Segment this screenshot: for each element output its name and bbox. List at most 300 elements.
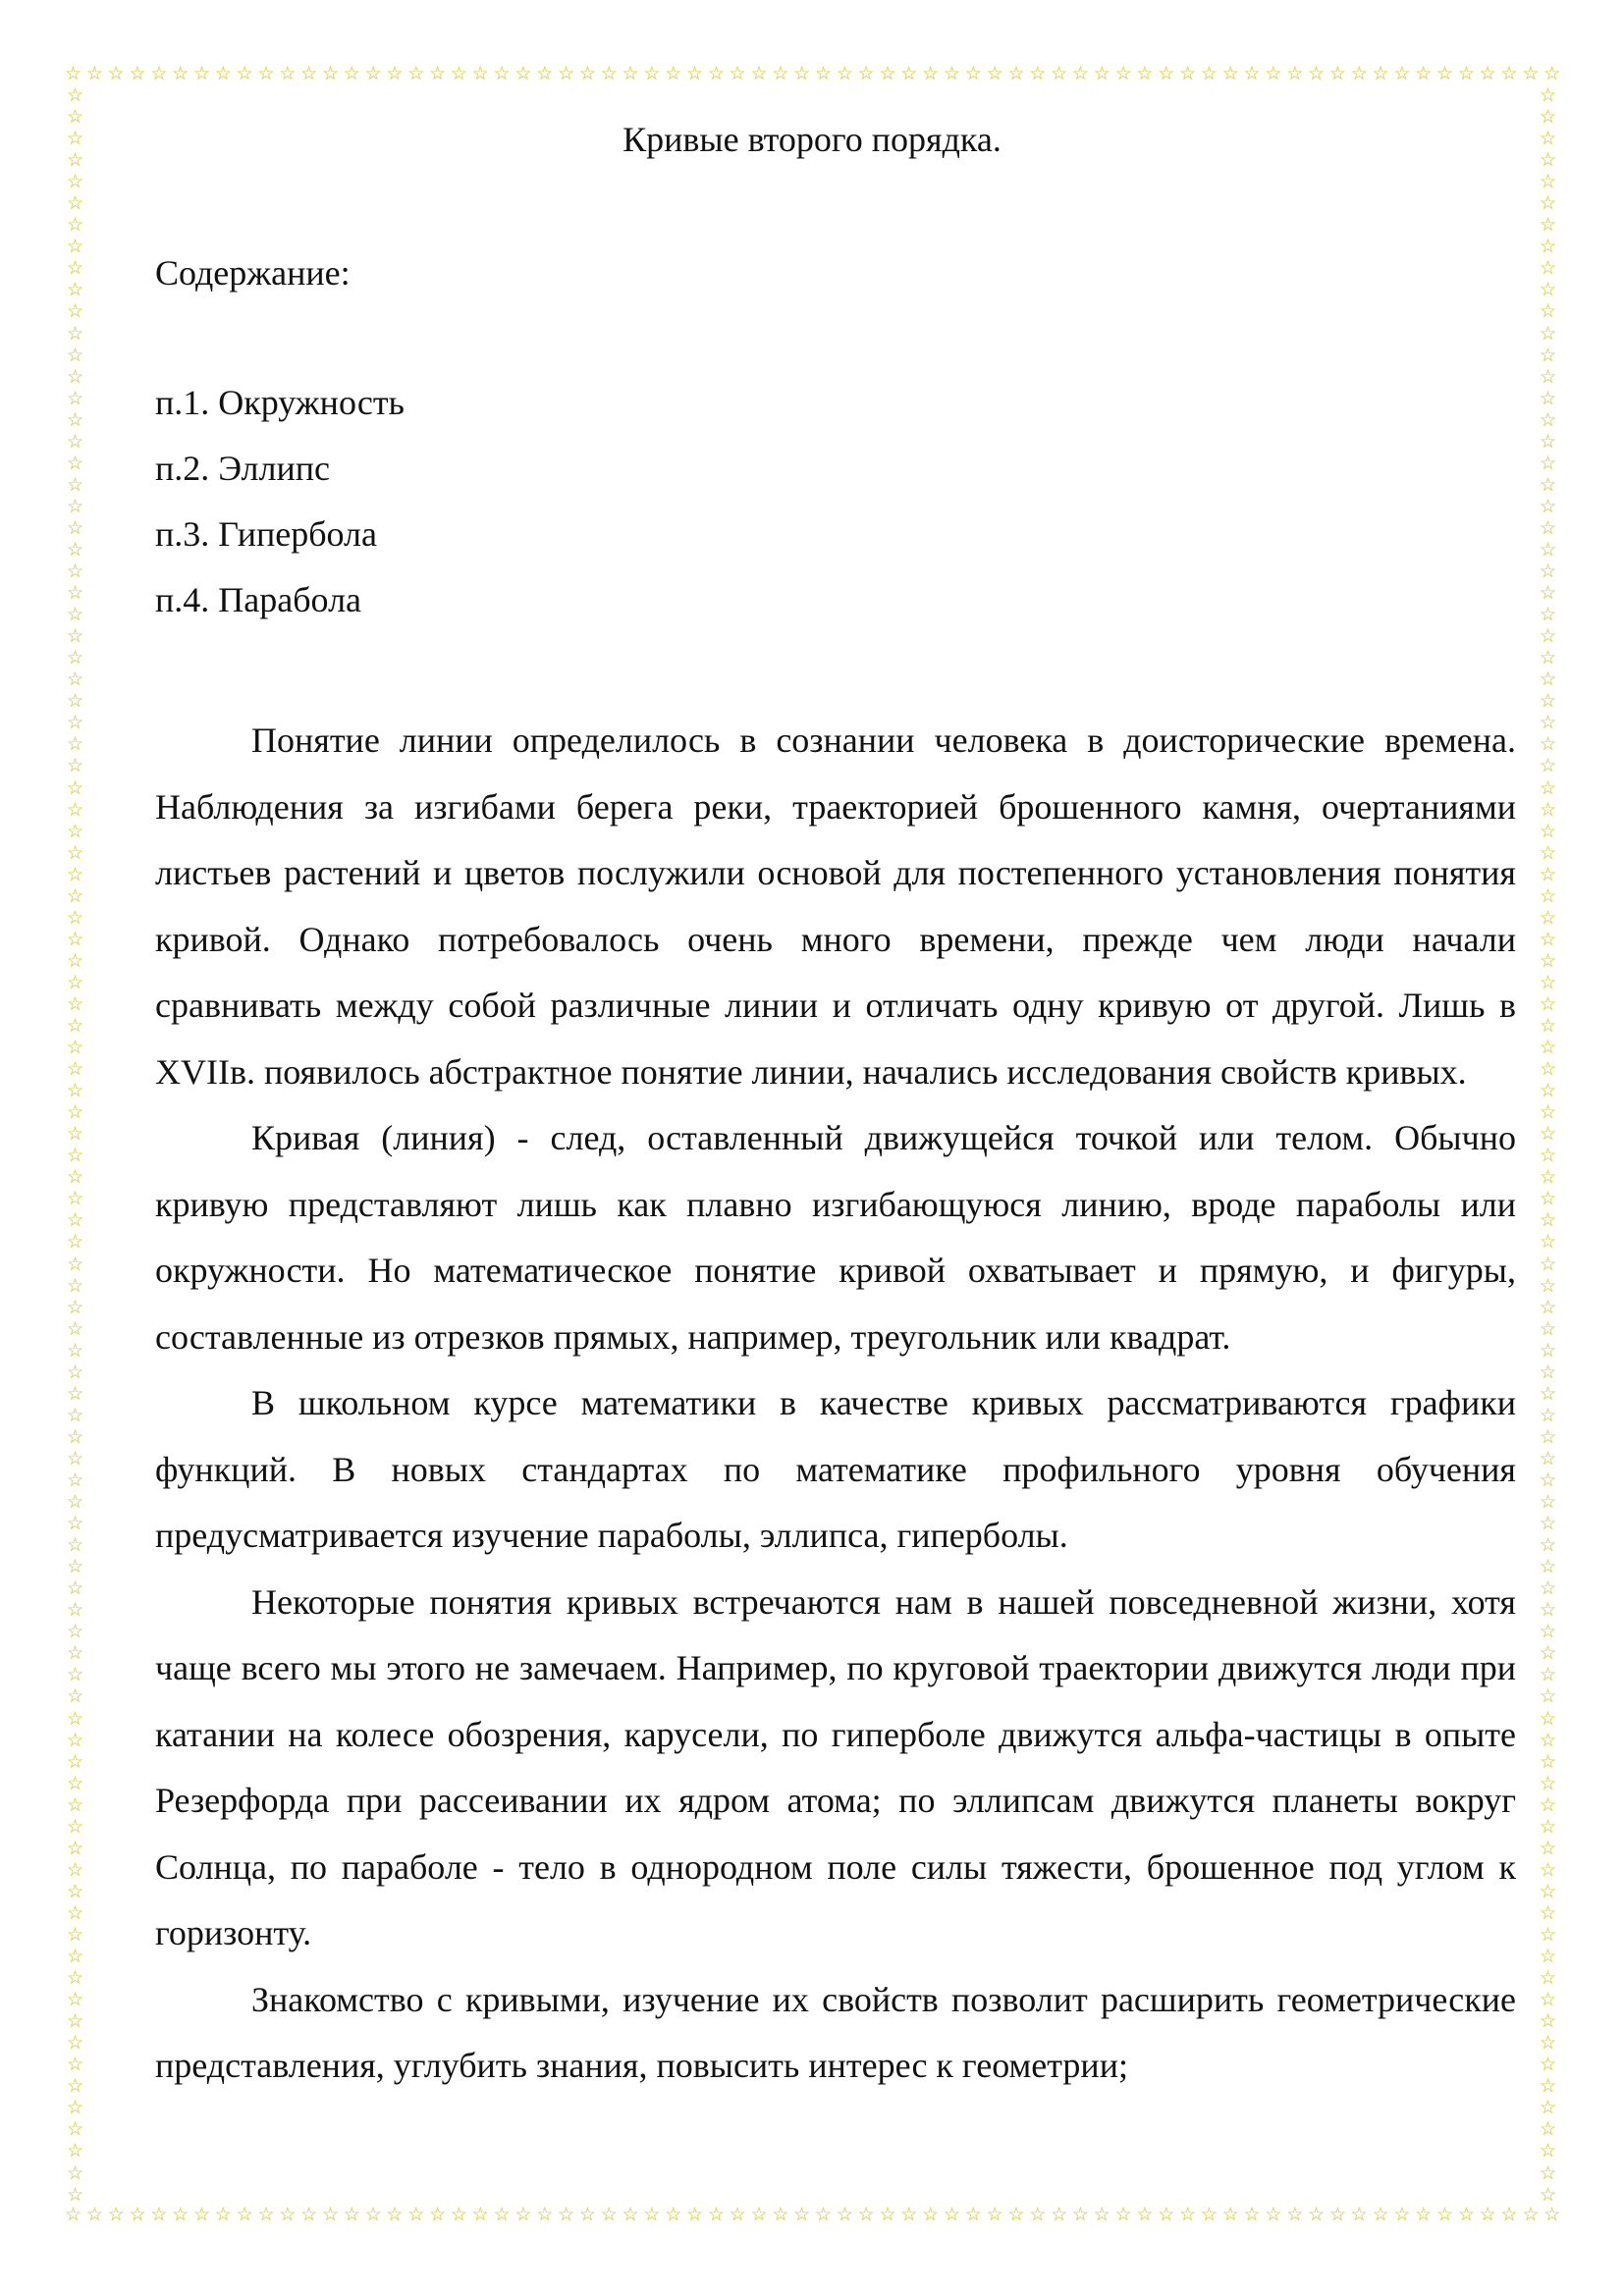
star-icon: ☆ [67, 1989, 84, 2011]
star-icon: ☆ [1540, 1729, 1557, 1751]
star-icon: ☆ [67, 1058, 84, 1081]
star-icon: ☆ [1540, 408, 1557, 431]
star-icon: ☆ [67, 2183, 84, 2206]
star-icon: ☆ [1540, 1664, 1557, 1686]
star-icon: ☆ [450, 2204, 467, 2225]
star-icon: ☆ [67, 84, 84, 106]
star-icon: ☆ [1522, 2204, 1540, 2225]
star-icon: ☆ [1540, 668, 1557, 691]
document-body [155, 708, 1516, 2100]
star-icon: ☆ [1540, 1967, 1557, 1990]
star-icon: ☆ [729, 2204, 746, 2225]
star-icon: ☆ [1540, 928, 1557, 950]
star-icon: ☆ [964, 2204, 982, 2225]
star-icon: ☆ [1243, 2204, 1261, 2225]
star-icon: ☆ [1540, 2075, 1557, 2098]
star-icon: ☆ [558, 63, 575, 84]
star-icon: ☆ [67, 949, 84, 972]
star-icon: ☆ [1540, 257, 1557, 280]
star-icon: ☆ [67, 365, 84, 388]
star-icon: ☆ [1540, 1469, 1557, 1491]
star-icon: ☆ [236, 63, 253, 84]
star-icon: ☆ [1200, 2204, 1218, 2225]
star-icon: ☆ [1540, 1145, 1557, 1167]
star-icon: ☆ [67, 2162, 84, 2184]
star-icon: ☆ [67, 1296, 84, 1318]
star-icon: ☆ [879, 63, 896, 84]
star-icon: ☆ [1522, 63, 1540, 84]
star-icon: ☆ [67, 1946, 84, 1968]
star-icon: ☆ [558, 2204, 575, 2225]
star-icon: ☆ [1457, 63, 1475, 84]
star-icon: ☆ [429, 2204, 447, 2225]
star-icon: ☆ [1540, 690, 1557, 713]
star-icon: ☆ [67, 1858, 84, 1881]
star-icon: ☆ [1540, 1101, 1557, 1124]
star-icon: ☆ [1540, 1188, 1557, 1210]
star-icon: ☆ [1500, 63, 1518, 84]
star-icon: ☆ [1540, 625, 1557, 648]
star-icon: ☆ [1114, 63, 1132, 84]
star-icon: ☆ [67, 2075, 84, 2098]
star-icon: ☆ [1415, 63, 1433, 84]
star-icon: ☆ [67, 1425, 84, 1448]
star-icon: ☆ [622, 2204, 639, 2225]
star-icon: ☆ [67, 1793, 84, 1816]
star-icon: ☆ [857, 63, 875, 84]
star-icon: ☆ [214, 2204, 232, 2225]
star-icon: ☆ [1029, 63, 1047, 84]
star-icon: ☆ [257, 2204, 275, 2225]
star-icon: ☆ [321, 63, 339, 84]
star-icon: ☆ [1540, 1685, 1557, 1708]
star-icon: ☆ [67, 1901, 84, 1924]
star-icon: ☆ [67, 1209, 84, 1232]
star-icon: ☆ [67, 2032, 84, 2055]
star-icon: ☆ [67, 1166, 84, 1189]
star-icon: ☆ [514, 2204, 532, 2225]
star-icon: ☆ [67, 300, 84, 323]
star-icon: ☆ [67, 1101, 84, 1124]
star-icon: ☆ [364, 63, 382, 84]
star-icon: ☆ [1540, 2032, 1557, 2055]
star-icon: ☆ [1308, 63, 1326, 84]
star-icon: ☆ [67, 1577, 84, 1600]
star-icon: ☆ [1540, 128, 1557, 150]
star-icon: ☆ [67, 1707, 84, 1730]
star-icon: ☆ [600, 2204, 618, 2225]
star-icon: ☆ [1540, 604, 1557, 626]
star-icon: ☆ [67, 473, 84, 496]
star-icon: ☆ [1540, 712, 1557, 734]
star-icon: ☆ [67, 992, 84, 1015]
star-icon: ☆ [1540, 906, 1557, 929]
star-icon: ☆ [172, 2204, 189, 2225]
star-icon: ☆ [67, 149, 84, 172]
star-icon: ☆ [1328, 63, 1346, 84]
star-icon: ☆ [300, 2204, 318, 2225]
star-icon: ☆ [1540, 2162, 1557, 2184]
star-icon: ☆ [578, 2204, 596, 2225]
border-bottom-stars [65, 2206, 1561, 2225]
toc-item: п.4. Парабола [155, 580, 362, 619]
star-icon: ☆ [343, 63, 360, 84]
border-right-stars [1540, 86, 1559, 2205]
star-icon: ☆ [1540, 236, 1557, 258]
star-icon: ☆ [943, 63, 960, 84]
star-icon: ☆ [67, 1274, 84, 1297]
star-icon: ☆ [1540, 1750, 1557, 1773]
star-icon: ☆ [67, 1534, 84, 1557]
star-icon: ☆ [67, 884, 84, 907]
star-icon: ☆ [1350, 2204, 1368, 2225]
star-icon: ☆ [1286, 63, 1304, 84]
star-icon: ☆ [536, 63, 554, 84]
star-icon: ☆ [67, 1123, 84, 1146]
star-icon: ☆ [1540, 1491, 1557, 1514]
star-icon: ☆ [1007, 2204, 1025, 2225]
star-icon: ☆ [1540, 884, 1557, 907]
star-icon: ☆ [386, 63, 404, 84]
paragraph: Знакомство с кривыми, изучение их свойств позволит расширить геометрические представления, углубить знания, повысить интерес к геометрии; [155, 1979, 1516, 2085]
star-icon: ☆ [67, 928, 84, 950]
star-icon: ☆ [1265, 63, 1282, 84]
star-icon: ☆ [1540, 1513, 1557, 1535]
border-left-stars [67, 86, 86, 2205]
star-icon: ☆ [1540, 582, 1557, 605]
star-icon: ☆ [279, 63, 297, 84]
star-icon: ☆ [67, 430, 84, 453]
star-icon: ☆ [1540, 495, 1557, 517]
star-icon: ☆ [67, 561, 84, 583]
star-icon: ☆ [67, 971, 84, 993]
star-icon: ☆ [643, 2204, 661, 2225]
star-icon: ☆ [1540, 992, 1557, 1015]
star-icon: ☆ [986, 63, 1003, 84]
star-icon: ☆ [1179, 63, 1197, 84]
star-icon: ☆ [67, 344, 84, 366]
star-icon: ☆ [150, 63, 168, 84]
star-icon: ☆ [1051, 63, 1068, 84]
star-icon: ☆ [836, 2204, 853, 2225]
star-icon: ☆ [1540, 1837, 1557, 1859]
star-icon: ☆ [67, 1231, 84, 1254]
star-icon: ☆ [1540, 1989, 1557, 2011]
star-icon: ☆ [1457, 2204, 1475, 2225]
star-icon: ☆ [836, 63, 853, 84]
star-icon: ☆ [67, 1513, 84, 1535]
star-icon: ☆ [67, 1729, 84, 1751]
star-icon: ☆ [1540, 2183, 1557, 2206]
star-icon: ☆ [67, 106, 84, 129]
star-icon: ☆ [67, 1037, 84, 1059]
star-icon: ☆ [67, 171, 84, 193]
star-icon: ☆ [1540, 1621, 1557, 1643]
star-icon: ☆ [1540, 863, 1557, 885]
star-icon: ☆ [1540, 1772, 1557, 1794]
star-icon: ☆ [1540, 1015, 1557, 1038]
star-icon: ☆ [67, 1642, 84, 1665]
star-icon: ☆ [67, 2097, 84, 2119]
star-icon: ☆ [686, 63, 704, 84]
star-icon: ☆ [1540, 1642, 1557, 1665]
star-icon: ☆ [1540, 1166, 1557, 1189]
star-icon: ☆ [707, 63, 725, 84]
star-icon: ☆ [1540, 733, 1557, 756]
star-icon: ☆ [1540, 1339, 1557, 1362]
star-icon: ☆ [922, 63, 940, 84]
star-icon: ☆ [67, 452, 84, 474]
star-icon: ☆ [343, 2204, 360, 2225]
star-icon: ☆ [67, 516, 84, 539]
star-icon: ☆ [1540, 820, 1557, 842]
star-icon: ☆ [1093, 2204, 1110, 2225]
star-icon: ☆ [300, 63, 318, 84]
star-icon: ☆ [1540, 1534, 1557, 1557]
star-icon: ☆ [1540, 1253, 1557, 1275]
star-icon: ☆ [129, 2204, 146, 2225]
star-icon: ☆ [1540, 1058, 1557, 1081]
star-icon: ☆ [67, 2140, 84, 2163]
star-icon: ☆ [814, 2204, 833, 2225]
star-icon: ☆ [750, 2204, 768, 2225]
star-icon: ☆ [1540, 1946, 1557, 1968]
star-icon: ☆ [1540, 1707, 1557, 1730]
star-icon: ☆ [67, 1382, 84, 1405]
star-icon: ☆ [67, 1621, 84, 1643]
star-icon: ☆ [600, 63, 618, 84]
star-icon: ☆ [1540, 1404, 1557, 1426]
paragraph: Понятие линии определилось в сознании человека в доисторические времена. Наблюдения за изгибами берега реки, траекторией брошенного камня, очертаниями листьев растений и цветов послужили основой для постепенного установления понятия кривой. Однако потребовалось очень много времени, прежде чем люди начали сравнивать между собой различные линии и отличать одну кривую от другой. Лишь в XVIIв. появилось абстрактное понятие линии, начались исследования свойств кривых. [155, 721, 1516, 1092]
star-icon: ☆ [67, 128, 84, 150]
star-icon: ☆ [493, 2204, 511, 2225]
star-icon: ☆ [493, 63, 511, 84]
star-icon: ☆ [279, 2204, 297, 2225]
star-icon: ☆ [1540, 1880, 1557, 1902]
star-icon: ☆ [67, 1188, 84, 1210]
star-icon: ☆ [67, 1015, 84, 1038]
star-icon: ☆ [1415, 2204, 1433, 2225]
star-icon: ☆ [67, 863, 84, 885]
star-icon: ☆ [1479, 63, 1496, 84]
star-icon: ☆ [236, 2204, 253, 2225]
star-icon: ☆ [1393, 63, 1411, 84]
star-icon: ☆ [1007, 63, 1025, 84]
star-icon: ☆ [1540, 1296, 1557, 1318]
star-icon: ☆ [67, 1815, 84, 1838]
star-icon: ☆ [150, 2204, 168, 2225]
star-icon: ☆ [364, 2204, 382, 2225]
star-icon: ☆ [1540, 755, 1557, 777]
star-icon: ☆ [900, 63, 918, 84]
star-icon: ☆ [536, 2204, 554, 2225]
toc-item: п.2. Эллипс [155, 449, 330, 488]
star-icon: ☆ [1286, 2204, 1304, 2225]
star-icon: ☆ [67, 1339, 84, 1362]
star-icon: ☆ [67, 1923, 84, 1946]
star-icon: ☆ [407, 2204, 425, 2225]
star-icon: ☆ [1540, 841, 1557, 864]
star-icon: ☆ [1540, 300, 1557, 323]
star-icon: ☆ [65, 63, 82, 84]
star-icon: ☆ [1540, 1447, 1557, 1469]
star-icon: ☆ [1540, 192, 1557, 215]
star-icon: ☆ [1540, 84, 1557, 106]
star-icon: ☆ [450, 63, 467, 84]
star-icon: ☆ [1540, 2118, 1557, 2141]
star-icon: ☆ [1540, 2010, 1557, 2033]
star-icon: ☆ [1540, 949, 1557, 972]
star-icon: ☆ [67, 2054, 84, 2076]
star-icon: ☆ [386, 2204, 404, 2225]
star-icon: ☆ [67, 1447, 84, 1469]
star-icon: ☆ [879, 2204, 896, 2225]
star-icon: ☆ [1540, 387, 1557, 409]
star-icon: ☆ [1540, 1425, 1557, 1448]
star-icon: ☆ [1540, 106, 1557, 129]
star-icon: ☆ [1540, 149, 1557, 172]
star-icon: ☆ [1540, 1793, 1557, 1816]
star-icon: ☆ [67, 257, 84, 280]
star-icon: ☆ [1071, 63, 1089, 84]
star-icon: ☆ [1029, 2204, 1047, 2225]
star-icon: ☆ [67, 387, 84, 409]
star-icon: ☆ [729, 63, 746, 84]
star-icon: ☆ [172, 63, 189, 84]
star-icon: ☆ [67, 1080, 84, 1102]
star-icon: ☆ [578, 63, 596, 84]
star-icon: ☆ [986, 2204, 1003, 2225]
star-icon: ☆ [1540, 1923, 1557, 1946]
star-icon: ☆ [1540, 430, 1557, 453]
paragraph: В школьном курсе математики в качестве кривых рассматриваются графики функций. В новых стандартах по математике профильного уровня обучения предусматривается изучение параболы, эллипса, гиперболы. [155, 1383, 1516, 1555]
star-icon: ☆ [214, 63, 232, 84]
star-icon: ☆ [85, 2204, 103, 2225]
star-icon: ☆ [643, 63, 661, 84]
star-icon: ☆ [67, 1491, 84, 1514]
star-icon: ☆ [67, 755, 84, 777]
star-icon: ☆ [67, 712, 84, 734]
star-icon: ☆ [1540, 171, 1557, 193]
toc-heading: Содержание: [155, 253, 351, 293]
star-icon: ☆ [1540, 776, 1557, 799]
document-title: Кривые второго порядка. [623, 120, 1001, 159]
star-icon: ☆ [67, 820, 84, 842]
star-icon: ☆ [1543, 2204, 1561, 2225]
star-icon: ☆ [1540, 2097, 1557, 2119]
star-icon: ☆ [1179, 2204, 1197, 2225]
star-icon: ☆ [67, 1750, 84, 1773]
star-icon: ☆ [67, 214, 84, 237]
star-icon: ☆ [67, 1145, 84, 1167]
star-icon: ☆ [67, 647, 84, 669]
star-icon: ☆ [471, 63, 489, 84]
star-icon: ☆ [1540, 1231, 1557, 1254]
star-icon: ☆ [1540, 647, 1557, 669]
star-icon: ☆ [1540, 561, 1557, 583]
star-icon: ☆ [1051, 2204, 1068, 2225]
star-icon: ☆ [67, 1404, 84, 1426]
star-icon: ☆ [1540, 1080, 1557, 1102]
star-icon: ☆ [1479, 2204, 1496, 2225]
star-icon: ☆ [1543, 63, 1561, 84]
paragraph: Кривая (линия) - след, оставленный движущейся точкой или телом. Обычно кривую представляют лишь как плавно изгибающуюся линию, вроде параболы или окружности. Но математическое понятие кривой охватывает и прямую, и фигуры, составленные из отрезков прямых, например, треугольник или квадрат. [155, 1118, 1516, 1357]
star-icon: ☆ [1540, 1556, 1557, 1578]
star-icon: ☆ [67, 236, 84, 258]
star-icon: ☆ [1540, 279, 1557, 301]
star-icon: ☆ [67, 1837, 84, 1859]
star-icon: ☆ [686, 2204, 704, 2225]
star-icon: ☆ [67, 1685, 84, 1708]
star-icon: ☆ [1540, 1361, 1557, 1383]
star-icon: ☆ [67, 1361, 84, 1383]
star-icon: ☆ [67, 1772, 84, 1794]
star-icon: ☆ [1093, 63, 1110, 84]
star-icon: ☆ [67, 2118, 84, 2141]
star-icon: ☆ [407, 63, 425, 84]
star-icon: ☆ [67, 1664, 84, 1686]
star-icon: ☆ [67, 538, 84, 561]
star-icon: ☆ [1393, 2204, 1411, 2225]
toc-item: п.1. Окружность [155, 383, 405, 422]
star-icon: ☆ [257, 63, 275, 84]
star-icon: ☆ [1540, 344, 1557, 366]
star-icon: ☆ [1436, 63, 1454, 84]
star-icon: ☆ [85, 63, 103, 84]
star-icon: ☆ [1136, 2204, 1154, 2225]
star-icon: ☆ [922, 2204, 940, 2225]
star-icon: ☆ [67, 1967, 84, 1990]
star-icon: ☆ [1071, 2204, 1089, 2225]
star-icon: ☆ [67, 841, 84, 864]
star-icon: ☆ [67, 625, 84, 648]
star-icon: ☆ [67, 733, 84, 756]
star-icon: ☆ [1540, 538, 1557, 561]
star-icon: ☆ [67, 2010, 84, 2033]
star-icon: ☆ [1540, 1209, 1557, 1232]
star-icon: ☆ [192, 2204, 211, 2225]
star-icon: ☆ [1540, 322, 1557, 345]
star-icon: ☆ [857, 2204, 875, 2225]
star-icon: ☆ [772, 63, 789, 84]
star-icon: ☆ [67, 690, 84, 713]
star-icon: ☆ [1540, 1317, 1557, 1340]
star-icon: ☆ [1540, 2140, 1557, 2163]
star-icon: ☆ [1436, 2204, 1454, 2225]
star-icon: ☆ [665, 63, 682, 84]
star-icon: ☆ [1540, 365, 1557, 388]
star-icon: ☆ [1158, 2204, 1175, 2225]
paragraph: Некоторые понятия кривых встречаются нам в нашей повседневной жизни, хотя чаще всего мы этого не замечаем. Например, по круговой траектории движутся люди при катании на колесе обозрения, карусели, по гиперболе движутся альфа-частицы в опыте Резерфорда при рассеивании их ядром атома; по эллипсам движутся планеты вокруг Солнца, по параболе - тело в однородном поле силы тяжести, брошенное под углом к горизонту. [155, 1581, 1516, 1952]
star-icon: ☆ [1540, 1599, 1557, 1622]
star-icon: ☆ [1540, 1815, 1557, 1838]
star-icon: ☆ [1372, 2204, 1389, 2225]
star-icon: ☆ [1372, 63, 1389, 84]
star-icon: ☆ [1540, 1123, 1557, 1146]
star-icon: ☆ [1500, 2204, 1518, 2225]
star-icon: ☆ [750, 63, 768, 84]
star-icon: ☆ [1221, 63, 1239, 84]
star-icon: ☆ [1200, 63, 1218, 84]
star-icon: ☆ [67, 495, 84, 517]
star-icon: ☆ [67, 668, 84, 691]
star-icon: ☆ [67, 322, 84, 345]
star-icon: ☆ [67, 906, 84, 929]
star-icon: ☆ [814, 63, 833, 84]
star-icon: ☆ [1350, 63, 1368, 84]
star-icon: ☆ [67, 798, 84, 821]
star-icon: ☆ [67, 1317, 84, 1340]
